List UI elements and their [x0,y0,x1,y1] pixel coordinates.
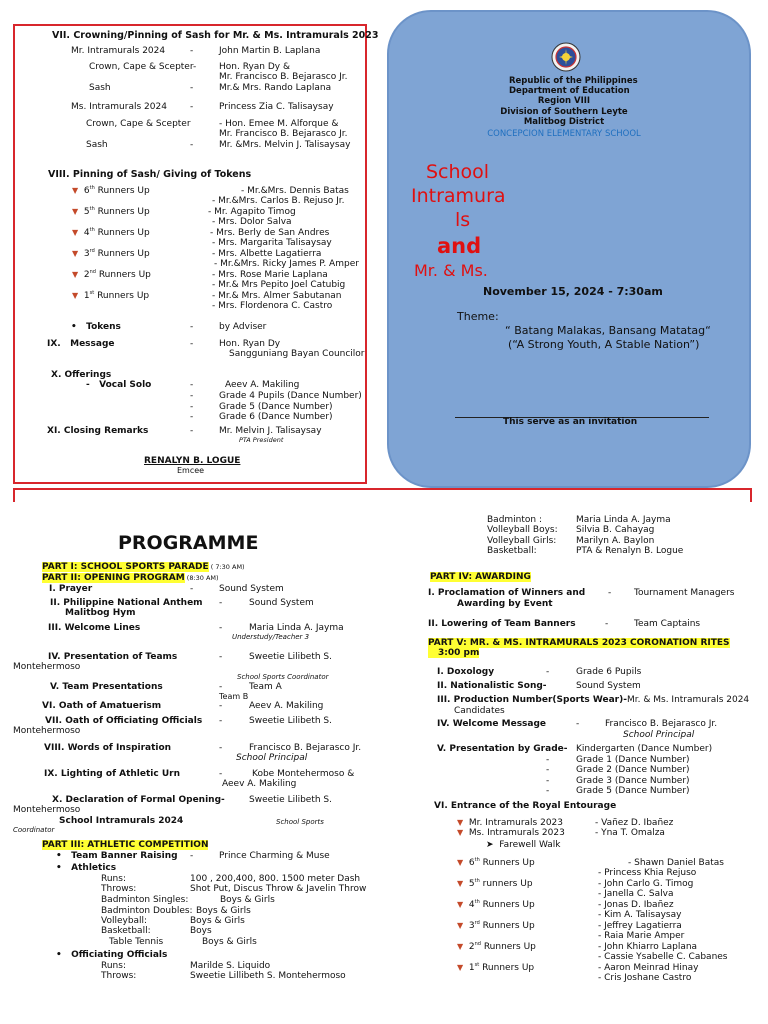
theme-line2: (“A Strong Youth, A Stable Nation”) [508,338,700,351]
entourage-name: - John Carlo G. Timog [598,879,694,889]
rite-item: IV. Welcome Message [437,719,547,729]
crowning-row-dash: - [190,102,194,112]
pinning-name: - Mrs. Albette Lagatierra [212,249,322,259]
entourage-value: - Vañez D. Ibañez [595,818,674,828]
athletics-row-value: Boys & Girls [196,906,251,916]
rite-value: Kindergarten (Dance Number) [576,744,713,754]
pinning-place: ▼ 1st Runners Up [72,290,150,301]
programme-dash: - [190,851,194,861]
entourage-place: ▼ 4th Runners Up [457,899,535,910]
message-role: Sangguniang Bayan Councilor [229,349,365,359]
programme-value: Aeev A. Makiling [249,701,324,711]
athletics-row-value: Boys & Girls [220,895,275,905]
rite-dash: - [576,719,580,729]
entourage-place: ▼ 1st Runners Up [457,962,535,973]
event-title-line1: School [426,161,490,183]
rite-value: Francisco B. Bejarasco Jr. [605,719,718,729]
athletics-row-value: Boys & Girls [202,937,257,947]
grade-dance: Grade 1 (Dance Number) [576,755,690,765]
award-value: Team Captains [634,619,701,629]
crowning-row-label: Crown, Cape & Scepter [86,119,191,129]
programme-item: III. Welcome Lines [48,623,141,633]
rite-value-cont: Candidates [454,706,505,716]
crowning-row-value: Mr. Francisco B. Bejarasco Jr. [219,72,348,82]
vocal-solo-label: - Vocal Solo [86,380,152,390]
athletics-label: • Athletics [56,863,117,873]
crowning-row-dash: - [190,83,194,93]
athletics-row-label: Throws: [101,884,137,894]
bullet-arrow-icon: ▼ [457,818,464,827]
entourage-name: - Jonas D. Ibañez [598,900,674,910]
programme-value: Sound System [249,598,314,608]
programme-value: Maria Linda A. Jayma [249,623,344,633]
farewell-walk: ➤ Farewell Walk [486,840,561,850]
entrance-heading: VI. Entrance of the Royal Entourage [434,801,617,811]
rite-item: II. Nationalistic Song- [437,681,547,691]
officials-row-value: Sweetie Lillibeth S. Montehermoso [190,971,346,981]
header-district: Malitbog District [523,117,605,127]
programme-dash: - [219,701,223,711]
entourage-name: - Jeffrey Lagatierra [598,921,682,931]
award-dash: - [608,588,612,598]
programme-value: Francisco B. Bejarasco Jr. [249,743,362,753]
pinning-heading: VIII. Pinning of Sash/ Giving of Tokens [48,169,252,180]
theme-label: Theme: [457,310,499,323]
programme-value: Sweetie Lilibeth S. [249,652,333,662]
pinning-name: - Mr. Agapito Timog [208,207,296,217]
entourage-name: - Shawn Daniel Batas [628,858,724,868]
athletics-row-value: Boys & Girls [190,916,245,926]
officials-row-label: Runs: [101,961,126,971]
sport-manager-value: PTA & Renalyn B. Logue [576,546,684,556]
event-title-line2: Intramura [411,185,506,207]
programme-dash: - [219,682,223,692]
programme-item: VII. Oath of Officiating Officials [45,716,203,726]
header-department: Department of Education [509,86,630,96]
programme-value: Team A [249,682,282,692]
offering-value: Grade 5 (Dance Number) [219,402,333,412]
rite-value: Sound System [576,681,641,691]
bullet-arrow-icon: ▼ [457,828,464,837]
header-division: Division of Southern Leyte [500,107,628,117]
programme-item-cont: School Intramurals 2024 [59,816,184,826]
offering-value: Aeev A. Makiling [225,380,300,390]
programme-value-cont: Montehermoso [13,805,81,815]
bullet-arrow-icon: ▼ [72,186,79,195]
pinning-name: - Mr.&Mrs. Dennis Batas [241,186,349,196]
programme-item: IX. Lighting of Athletic Urn [44,769,180,779]
crowning-row-label: Crown, Cape & Scepter- [89,62,197,72]
tokens-dash: - [190,322,194,332]
sport-manager-value: Silvia B. Cahayag [576,525,655,535]
athletics-row-value: Shot Put, Discus Throw & Javelin Throw [190,884,367,894]
offering-dash: - [190,380,194,390]
offering-value: Grade 6 (Dance Number) [219,412,333,422]
sport-manager-label: Volleyball Boys: [487,525,558,535]
athletics-row-value: Boys [190,926,212,936]
programme-note: School Principal [236,753,308,763]
bullet-arrow-icon: ▼ [457,879,464,888]
programme-value: Sweetie Lilibeth S. [249,795,333,805]
bullet-arrow-icon: ▼ [72,249,79,258]
programme-value: Sweetie Lilibeth S. [249,716,333,726]
bullet-arrow-icon: ▼ [457,942,464,951]
event-title-and: and [437,234,482,258]
header-republic: Republic of the Philippines [509,76,638,86]
crowning-heading: VII. Crowning/Pinning of Sash for Mr. & Ms. Intramurals 2023 [52,30,379,41]
athletics-row-value: 100 , 200,400, 800. 1500 meter Dash [190,874,361,884]
entourage-name: - Aaron Meinrad Hinay [598,963,699,973]
athletics-row-label: Basketball: [101,926,151,936]
school-name: CONCEPCION ELEMENTARY SCHOOL [487,129,641,139]
rite-item: I. Doxology [437,667,495,677]
programme-value-cont: Montehermoso [13,726,81,736]
closing-dash: - [190,426,194,436]
theme-line1: “ Batang Malakas, Bansang Matatag“ [505,324,711,337]
award-label: I. Proclamation of Winners and [428,588,586,598]
part4-heading: PART IV: AWARDING [430,572,531,582]
crowning-row-label: Mr. Intramurals 2024 [71,46,166,56]
programme-title: PROGRAMME [118,532,259,554]
pinning-name: - Mrs. Rose Marie Laplana [212,270,328,280]
entourage-name: - Cassie Ysabelle C. Cabanes [598,952,728,962]
part1-heading: PART I: SCHOOL SPORTS PARADE ( 7:30 AM) [42,562,245,572]
bottom-page-border [13,488,752,502]
sport-manager-label: Volleyball Girls: [487,536,557,546]
bullet-arrow-icon: ▼ [457,963,464,972]
bullet-arrow-icon: ▼ [457,900,464,909]
programme-item: VIII. Words of Inspiration [44,743,172,753]
offering-value: Grade 4 Pupils (Dance Number) [219,391,362,401]
message-value: Hon. Ryan Dy [219,339,281,349]
programme-value-cont: Aeev A. Makiling [222,779,297,789]
crowning-row-label: Ms. Intramurals 2024 [71,102,167,112]
event-date: November 15, 2024 - 7:30am [483,285,663,298]
award-dash: - [605,619,609,629]
tokens-value: by Adviser [219,322,267,332]
pinning-name: - Mrs. Margarita Talisaysay [212,238,332,248]
banner-raising-label: • Team Banner Raising [56,851,178,861]
programme-item: VI. Oath of Amatuerism [42,701,162,711]
athletics-row-label: Badminton Singles: [101,895,189,905]
offering-dash: - [190,391,194,401]
programme-note: School Sports Coordinator [237,673,329,681]
athletics-row-label: Badminton Doubles: [101,906,193,916]
pinning-name: - Mr.&Mrs. Carlos B. Rejuso Jr. [212,196,345,206]
officiating-label: • Officiating Officials [56,950,168,960]
emcee-name: RENALYN B. LOGUE [144,456,241,466]
crowning-row-value: Mr. &Mrs. Melvin J. Talisaysay [219,140,351,150]
programme-item: IV. Presentation of Teams [48,652,178,662]
event-title-line3: ls [455,209,471,231]
programme-dash: - [219,769,223,779]
bullet-arrow-icon: ▼ [457,921,464,930]
rite-item: V. Presentation by Grade- [437,744,568,754]
pinning-place: ▼ 5th Runners Up [72,206,150,217]
part5-time: 3:00 pm [428,648,479,658]
entourage-label: ▼ Ms. Intramurals 2023 [457,828,565,838]
entourage-name: - Raia Marie Amper [598,931,685,941]
athletics-row-label: Runs: [101,874,126,884]
rite-value: Grade 6 Pupils [576,667,642,677]
grade-dance: Grade 2 (Dance Number) [576,765,690,775]
entourage-label: ▼ Mr. Intramurals 2023 [457,818,563,828]
closing-label: XI. Closing Remarks [47,426,149,436]
message-label: IX. Message [47,339,115,349]
offerings-label: X. Offerings [51,370,112,380]
crowning-row-value: Hon. Ryan Dy & [219,62,291,72]
entourage-name: - Princess Khia Rejuso [598,868,697,878]
programme-dash: - [219,652,223,662]
pinning-name: - Mr.&Mrs. Ricky James P. Amper [214,259,359,269]
entourage-name: - Janella C. Salva [598,889,674,899]
sport-manager-value: Maria Linda A. Jayma [576,515,671,525]
entourage-place: ▼ 5th runners Up [457,878,533,889]
closing-role: PTA President [239,436,284,444]
crowning-row-value: Mr.& Mrs. Rando Laplana [219,83,332,93]
athletics-row-label: Table Tennis [109,937,164,947]
programme-item: X. Declaration of Formal Opening- [52,795,225,805]
rite-value: Mr. & Ms. Intramurals 2024 [627,695,750,705]
programme-value-cont: Montehermoso [13,662,81,672]
offering-dash: - [190,402,194,412]
sport-manager-label: Basketball: [487,546,537,556]
rite-dash: - [546,776,550,786]
crowning-row-value: John Martin B. Laplana [219,46,321,56]
programme-note: School Sports [276,818,324,826]
entourage-place: ▼ 3rd Runners Up [457,920,535,931]
programme-value-cont: Team B [219,692,249,701]
pinning-name: - Mrs. Berly de San Andres [210,228,330,238]
invitation-note: This serve as an invitation [503,417,638,427]
bullet-arrow-icon: ▼ [72,270,79,279]
programme-dash: - [219,743,223,753]
programme-value: Kobe Montehermoso & [252,769,355,779]
crowning-row-value: Mr. Francisco B. Bejarasco Jr. [219,129,348,139]
crowning-row-label: Sash [89,83,111,93]
crowning-row-label: Sash [86,140,108,150]
pinning-name: - Mr.& Mrs Pepito Joel Catubig [212,280,346,290]
banner-raising-value: Prince Charming & Muse [219,851,330,861]
message-dash: - [190,339,194,349]
athletics-row-label: Volleyball: [101,916,148,926]
programme-item: V. Team Presentations [50,682,163,692]
pinning-name: - Mrs. Flordenora C. Castro [212,301,333,311]
rite-dash: - [546,765,550,775]
bullet-arrow-icon: ▼ [72,207,79,216]
grade-dance: Grade 3 (Dance Number) [576,776,690,786]
programme-dash: - [190,584,194,594]
entourage-value: - Yna T. Omalza [595,828,665,838]
header-region: Region VIII [537,96,591,106]
deped-seal-icon [551,42,581,72]
crowning-row-dash: - [190,46,194,56]
programme-dash: - [219,598,223,608]
award-label-cont: Awarding by Event [457,599,553,609]
closing-value: Mr. Melvin J. Talisaysay [219,426,322,436]
programme-item: I. Prayer [49,584,93,594]
rite-item: III. Production Number(Sports Wear)- [437,695,627,705]
bullet-arrow-icon: ▼ [72,228,79,237]
award-value: Tournament Managers [634,588,735,598]
programme-note: Understudy/Teacher 3 [232,633,310,641]
pinning-place: ▼ 6th Runners Up [72,185,150,196]
crowning-row-dash: - [190,140,194,150]
officials-row-label: Throws: [101,971,137,981]
programme-value: Sound System [219,584,284,594]
entourage-name: - Cris Joshane Castro [598,973,692,983]
offering-dash: - [190,412,194,422]
bullet-arrow-icon: ▼ [72,291,79,300]
pinning-place: ▼ 3rd Runners Up [72,248,150,259]
award-label: II. Lowering of Team Banners [428,619,576,629]
crowning-row-value: - Hon. Emee M. Alforque & [219,119,339,129]
programme-dash: - [219,623,223,633]
pinning-place: ▼ 2nd Runners Up [72,269,151,280]
programme-item: II. Philippine National Anthem [50,598,203,608]
part3-heading: PART III: ATHLETIC COMPETITION [42,840,209,850]
part5-heading: PART V: MR. & MS. INTRAMURALS 2023 CORONATION RITES [428,638,730,648]
pinning-name: - Mrs. Dolor Salva [212,217,292,227]
entourage-name: - Kim A. Talisaysay [598,910,682,920]
rite-note: School Principal [623,730,695,740]
entourage-name: - John Khiarro Laplana [598,942,698,952]
entourage-place: ▼ 6th Runners Up [457,857,535,868]
part2-heading: PART II: OPENING PROGRAM (8:30 AM) [42,573,219,583]
programme-item: Malitbog Hym [65,608,136,618]
rite-dash: - [546,786,550,796]
officials-row-value: Marilde S. Liquido [190,961,271,971]
emcee-role: Emcee [177,466,205,475]
arrow-right-icon: ➤ [486,840,494,850]
rite-dash: - [546,667,550,677]
sport-manager-value: Marilyn A. Baylon [576,536,655,546]
bullet-arrow-icon: ▼ [457,858,464,867]
pinning-name: - Mr.& Mrs. Almer Sabutanan [212,291,342,301]
pinning-place: ▼ 4th Runners Up [72,227,150,238]
event-title-mr-ms: Mr. & Ms. [414,261,488,280]
programme-note: Coordinator [13,826,55,834]
crowning-row-value: Princess Zia C. Talisaysay [219,102,334,112]
programme-dash: - [219,716,223,726]
grade-dance: Grade 5 (Dance Number) [576,786,690,796]
sport-manager-label: Badminton : [487,515,543,525]
entourage-place: ▼ 2nd Runners Up [457,941,536,952]
tokens-label: • Tokens [71,322,121,332]
rite-dash: - [546,755,550,765]
